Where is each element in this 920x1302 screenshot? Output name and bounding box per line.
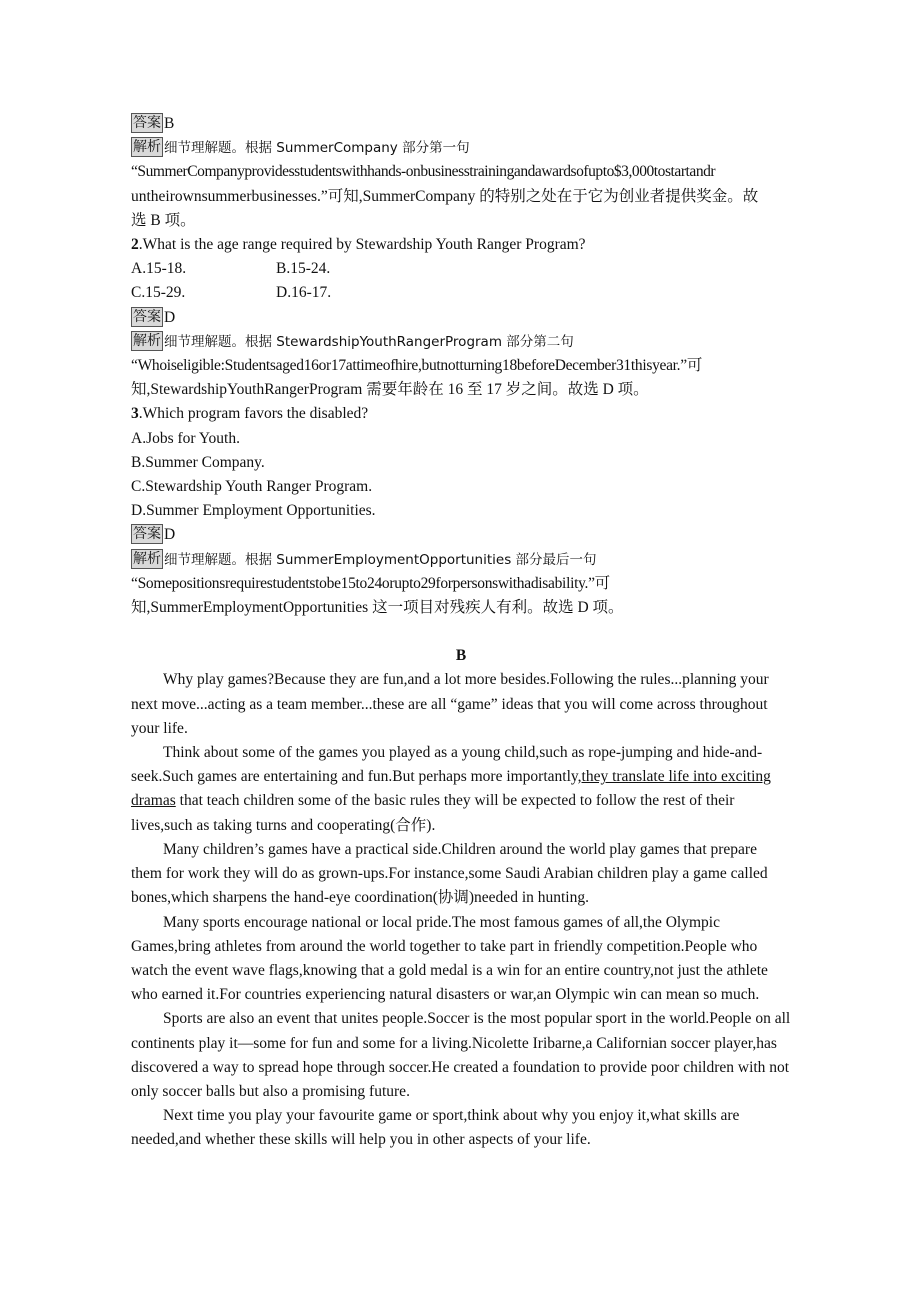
q3-analysis-quote: “Somepositionsrequirestudentstobe15to24orupto29forpersonswithadisability.”可 [131, 574, 610, 592]
p2-underlined-phrase: they translate life into exciting dramas [131, 768, 771, 810]
passage-paragraph-3: Many children’s games have a practical side.Children around the world play games that prepare them for work they will do as grown-ups.For instance,some Saudi Arabian children play a game called bones,which sharpens the hand-eye coordination(协调)needed in hunting. [131, 840, 768, 907]
q2-options-row1 [131, 257, 791, 281]
q1-analysis-quote: “SummerCompanyprovidesstudentswithhands-onbusinesstrainingandawardsofupto$3,000tostartandr [131, 163, 716, 181]
q2-question [131, 233, 791, 257]
answer-label: 答案 [133, 308, 161, 325]
answer-label: 答案 [133, 115, 161, 131]
q1-analysis-line [131, 136, 791, 160]
p2-text-before: Think about some of the games you played as a young child,such as rope-jumping and hide-and-seek.Such games are entertaining and fun.But perhaps more importantly, [131, 744, 763, 786]
q2-answer-line [131, 306, 791, 330]
q2-text: .What is the age range required by Stewardship Youth Ranger Program? [138, 236, 586, 254]
q3-number: 3 [131, 405, 139, 423]
passage-paragraph-1: Why play games?Because they are fun,and a lot more besides.Following the rules...planning your next move...acting as a team member...these are all “game” ideas that you will come across throughout your life. [131, 671, 769, 737]
p2-text-after: that teach children some of the basic rules they will be expected to follow the rest of their lives,such as taking turns and cooperating(合作). [131, 792, 735, 834]
q2-option-b: B.15-24. [276, 260, 331, 278]
answer-label: 答案 [133, 526, 161, 543]
q1-answer-line [131, 112, 791, 136]
analysis-label: 解析 [133, 139, 161, 156]
q3-analysis-conclusion: 知,SummerEmploymentOpportunities 这一项目对残疾人有利。故选 D 项。 [131, 599, 624, 617]
passage-paragraph-6: Next time you play your favourite game or sport,think about why you enjoy it,what skills are needed,and whether these skills will help you in other aspects of your life. [131, 1107, 740, 1149]
q2-answer: D [164, 308, 176, 326]
document-page [131, 112, 791, 1153]
q2-number: 2 [131, 236, 139, 254]
q2-option-c: C.15-29. [131, 284, 186, 302]
q1-analysis-conclusion: untheirownsummerbusinesses.”可知,SummerCompany 的特别之处在于它为创业者提供奖金。故 [131, 187, 759, 205]
q1-analysis-end: 选 B 项。 [131, 211, 196, 229]
analysis-label: 解析 [133, 550, 161, 567]
q3-option-a: A.Jobs for Youth. [131, 429, 240, 447]
q3-option-c: C.Stewardship Youth Ranger Program. [131, 478, 373, 496]
q2-analysis-conclusion: 知,StewardshipYouthRangerProgram 需要年龄在 16 至 17 岁之间。故选 D 项。 [131, 381, 649, 399]
passage-paragraph-4: Many sports encourage national or local pride.The most famous games of all,the Olympic Games,bring athletes from around the world together to take part in friendly competition.People who watch the event wave flags,knowing that a gold medal is a win for an entire country,not just the athlete who earned it.For countries experiencing natural disasters or war,an Olympic win can mean so much. [131, 913, 768, 1004]
q3-answer-line [131, 523, 791, 547]
q3-question [131, 402, 791, 426]
section-b-title: B [455, 647, 467, 665]
q2-analysis-text: 细节理解题。根据 StewardshipYouthRangerProgram 部分第二句 [164, 333, 574, 350]
q2-analysis-quote: “Whoiseligible:Studentsaged16or17attimeofhire,butnotturning18beforeDecember31thisyear.”可 [131, 357, 703, 375]
analysis-label: 解析 [133, 332, 161, 349]
q3-text: .Which program favors the disabled? [138, 405, 369, 423]
q2-option-a: A.15-18. [131, 260, 187, 278]
q2-analysis-line [131, 330, 791, 354]
q1-answer: B [164, 115, 175, 132]
passage-paragraph-2 [131, 741, 791, 838]
q2-options-row2 [131, 281, 791, 305]
q3-option-b: B.Summer Company. [131, 453, 265, 471]
q3-analysis-line [131, 548, 791, 572]
q3-answer: D [164, 526, 176, 544]
q2-option-d: D.16-17. [276, 284, 332, 302]
q1-analysis-text: 细节理解题。根据 SummerCompany 部分第一句 [164, 140, 470, 157]
passage-paragraph-5: Sports are also an event that unites people.Soccer is the most popular sport in the world.People on all continents play it—some for fun and some for a living.Nicolette Iribarne,a Californian soccer player,has discovered a way to spread hope through soccer.He created a foundation to provide poor children with not only soccer balls but also a promising future. [131, 1010, 791, 1100]
q3-analysis-text: 细节理解题。根据 SummerEmploymentOpportunities 部分最后一句 [164, 551, 597, 568]
q3-option-d: D.Summer Employment Opportunities. [131, 502, 376, 520]
